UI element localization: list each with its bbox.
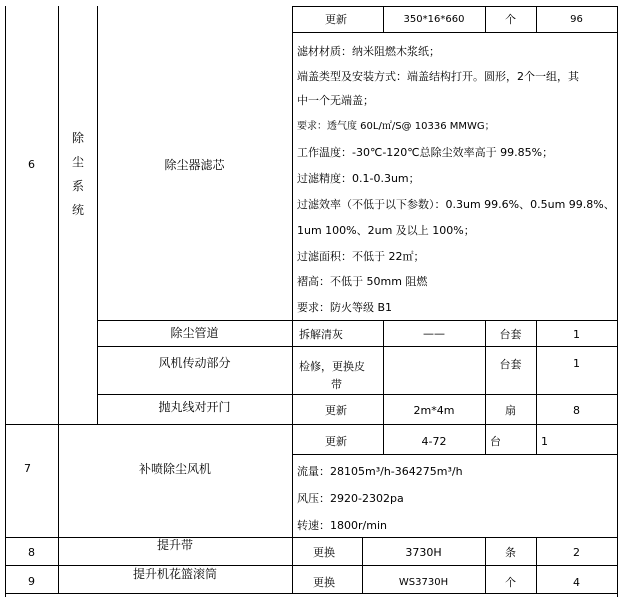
filter-desc-line: 1um 100%、2um 及以上 100%； — [297, 224, 475, 237]
row7-desc-line: 转速：1800r/min — [297, 519, 387, 532]
row9-qty: 4 — [573, 576, 580, 589]
filter-desc-line: 褶高：不低于 50mm 阻燃 — [297, 275, 428, 288]
line-r7-b — [485, 424, 486, 454]
row7-action: 更新 — [325, 435, 347, 448]
row7-qty: 1 — [541, 435, 548, 448]
line-r7-no — [58, 424, 59, 537]
line-duct-top — [97, 320, 618, 321]
duct-spec: —— — [423, 327, 445, 340]
door-unit: 扇 — [505, 404, 516, 417]
border-bottom — [5, 593, 618, 594]
duct-qty: 1 — [573, 328, 580, 341]
border-top — [292, 6, 618, 7]
duct-unit: 台套 — [499, 328, 522, 341]
duct-name: 除尘管道 — [170, 326, 219, 340]
line-r6-name — [292, 6, 293, 424]
filter-action: 更新 — [325, 13, 347, 26]
row8-qty: 2 — [573, 546, 580, 559]
door-spec: 2m*4m — [413, 404, 455, 417]
filter-name: 除尘器滤芯 — [164, 158, 225, 172]
filter-desc-line: 端盖类型及安装方式：端盖结构打开。圆形，2个一组，其 — [297, 70, 579, 83]
door-name: 抛丸线对开门 — [158, 400, 231, 414]
row6-number: 6 — [28, 158, 35, 171]
line-filter-top — [292, 32, 618, 33]
filter-desc-line: 过滤面积：不低于 22㎡； — [297, 250, 425, 263]
filter-desc-line: 工作温度：-30℃-120℃总除尘效率高于 99.85%； — [297, 146, 554, 159]
door-action: 更新 — [325, 404, 347, 417]
fan-drive-qty: 1 — [573, 357, 580, 370]
border-left — [5, 6, 6, 597]
row7-number: 7 — [24, 462, 31, 475]
row8-name: 提升带 — [156, 538, 193, 552]
row7-spec: 4-72 — [421, 435, 447, 448]
filter-desc-line: 滤材材质：纳米阻燃木浆纸； — [297, 45, 440, 58]
line-r7-name — [292, 424, 293, 537]
row8-number: 8 — [28, 546, 35, 559]
line-r7-top — [5, 424, 618, 425]
row9-action: 更换 — [313, 576, 335, 589]
row7-name: 补喷除尘风机 — [138, 462, 211, 476]
row8-unit: 条 — [505, 546, 516, 559]
filter-desc-line: 中一个无端盖； — [297, 94, 374, 107]
fan-drive-name: 风机传动部分 — [158, 356, 231, 370]
row9-name: 提升机花篮滚筒 — [132, 567, 217, 581]
row8-action: 更换 — [313, 546, 335, 559]
row8-spec: 3730H — [405, 546, 442, 559]
line-r7-sub — [292, 454, 618, 455]
row7-desc-line: 风压：2920-2302pa — [297, 492, 404, 505]
line-fan-top — [97, 346, 618, 347]
filter-desc-line: 过滤精度：0.1-0.3um； — [297, 172, 420, 185]
row6-system-label: 除 尘 系 统 — [71, 131, 84, 217]
line-r7-c — [536, 424, 537, 454]
filter-unit: 个 — [505, 13, 516, 26]
line-r6-no — [58, 6, 59, 424]
fan-drive-unit: 台套 — [499, 358, 522, 371]
filter-desc-line: 要求：防火等级 B1 — [297, 301, 393, 314]
door-qty: 8 — [573, 404, 580, 417]
row9-unit: 个 — [505, 576, 516, 589]
row9-number: 9 — [28, 575, 35, 588]
row9-spec: WS3730H — [398, 577, 449, 588]
line-door-top — [97, 394, 618, 395]
row7-desc-line: 流量：28105m³/h-364275m³/h — [297, 465, 463, 478]
row7-unit: 台 — [490, 435, 501, 448]
duct-action: 拆解清灰 — [299, 328, 343, 341]
line-r9-top — [5, 565, 618, 566]
filter-desc-line: 过滤效率（不低于以下参数）：0.3um 99.6%、0.5um 99.8%、 — [297, 198, 615, 211]
filter-qty: 96 — [570, 14, 583, 25]
filter-desc-line: 要求：透气度 60L/㎡/S@ 10336 MMWG； — [297, 121, 495, 132]
border-right — [617, 6, 618, 597]
fan-drive-action: 检修，更换皮 带 — [299, 360, 365, 391]
filter-spec: 350*16*660 — [403, 14, 465, 25]
